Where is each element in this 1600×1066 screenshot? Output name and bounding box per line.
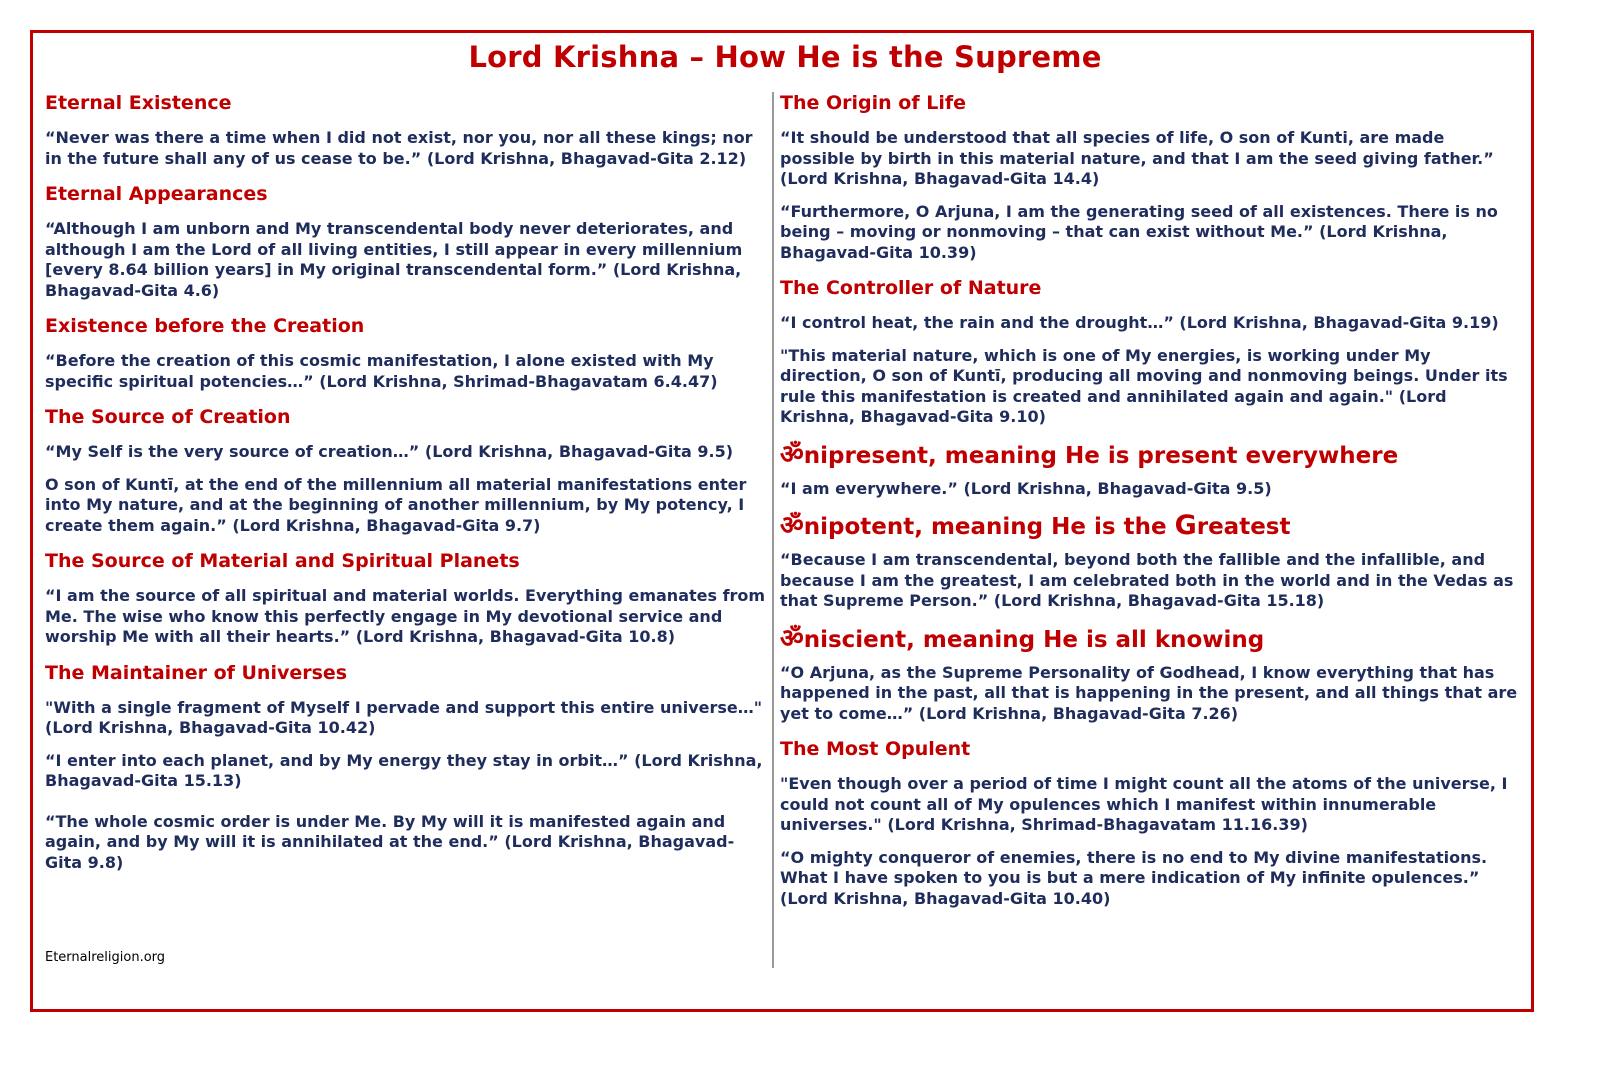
section-heading: The Maintainer of Universes [45,661,348,684]
quote: “It should be understood that all species of life, O son of Kunti, are made possible by birth in this material nature, and that I am the seed giving father.” (Lord Krishna, Bhagavad-Gita 14.4) [780,128,1494,188]
section-heading: The Most Opulent [780,738,971,760]
section-heading: The Controller of Nature [780,277,1042,299]
section-heading: The Source of Creation [45,406,291,428]
heading-text: reatest [1196,514,1291,540]
section-eternal-appearances [45,181,767,301]
section-heading: Eternal Appearances [45,183,268,205]
section-origin-of-life [780,90,1520,263]
quote: "With a single fragment of Myself I pervade and support this entire universe…" (Lord Krishna, Bhagavad-Gita 10.42) [45,697,763,737]
site-credit: Eternalreligion.org [45,950,166,965]
quote: O son of Kuntī, at the end of the millennium all material manifestations enter into My nature, and at the beginning of another millennium, by My potency, I create them again.” (Lord Krishna, Bhagavad-Gita 9.7) [45,474,747,535]
section-heading: Eternal Existence [45,92,232,114]
quote: “I am the source of all spiritual and material worlds. Everything emanates from Me. The wise who know this perfectly engage in My devotional service and worship Me with all their hearts.” (Lord Krishna, Bhagavad-Gita 10.8) [45,586,766,646]
section-heading [780,511,1520,542]
quote: “I am everywhere.” (Lord Krishna, Bhagavad-Gita 9.5) [780,478,1272,498]
quote: “I control heat, the rain and the drought…” (Lord Krishna, Bhagavad-Gita 9.19) [780,313,1499,332]
section-heading: The Source of Material and Spiritual Planets [45,550,520,572]
quote: “My Self is the very source of creation…” (Lord Krishna, Bhagavad-Gita 9.5) [45,442,734,461]
heading-text: niscient, meaning He is all knowing [803,626,1265,653]
section-maintainer-of-universes [45,660,767,874]
quote: “Although I am unborn and My transcendental body never deteriorates, and although I am the Lord of all living entities, I still appear in every millennium [every 8.64 billion years] in My original transcendental form.” (Lord Krishna, Bhagavad-Gita 4.6) [45,219,743,300]
heading-text: nipresent, meaning He is present everywhere [803,442,1399,469]
quote: “Before the creation of this cosmic manifestation, I alone existed with My specific spiritual potencies…” (Lord Krishna, Shrimad-Bhagavatam 6.4.47) [45,351,718,391]
left-column [45,90,767,885]
quote: "Even though over a period of time I might count all the atoms of the universe, I could not count all of My opulences which I manifest within innumerable universes." (Lord Krishna, Shrimad-Bhagavatam 11.16.39) [780,774,1508,834]
quote: "This material nature, which is one of My energies, is working under My direction, O son of Kuntī, producing all moving and nonmoving beings. Under its rule this manifestation is created and annihilated again and again." (Lord Krishna, Bhagavad-Gita 9.10) [780,345,1508,426]
section-most-opulent [780,736,1520,909]
quote: “I enter into each planet, and by My energy they stay in orbit…” (Lord Krishna, Bhagavad-Gita 15.13) [45,750,763,790]
quote: “O mighty conqueror of enemies, there is no end to My divine manifestations. What I have spoken to you is but a mere indication of My infinite opulences.” (Lord Krishna, Bhagavad-Gita 10.40) [780,847,1488,908]
section-eternal-existence [45,90,767,169]
section-existence-before-creation [45,313,767,392]
right-column [780,90,1520,921]
heading-capital: G [1174,510,1197,541]
quote: “Never was there a time when I did not exist, nor you, nor all these kings; nor in the future shall any of us cease to be.” (Lord Krishna, Bhagavad-Gita 2.12) [45,128,753,168]
om-symbol-icon: ॐ [780,623,804,654]
quote: “O Arjuna, as the Supreme Personality of Godhead, I know everything that has happened in the past, all that is happening in the present, and all things that are yet to come…” (Lord Krishna, Bhagavad-Gita 7.26) [780,662,1518,723]
quote: “The whole cosmic order is under Me. By My will it is manifested again and again, and by My will it is annihilated at the end.” (Lord Krishna, Bhagavad-Gita 9.8) [45,811,735,872]
section-source-of-creation [45,404,767,536]
section-controller-of-nature [780,275,1520,428]
column-divider [772,92,774,968]
quote: “Furthermore, O Arjuna, I am the generating seed of all existences. There is no being – moving or nonmoving – that can exist without Me.” (Lord Krishna, Bhagavad-Gita 10.39) [780,201,1498,262]
section-heading [780,440,1520,471]
section-omnipresent [780,440,1520,500]
section-heading [780,624,1520,655]
heading-text: nipotent, meaning He is the [803,514,1175,540]
om-symbol-icon: ॐ [780,439,804,470]
page-title: Lord Krishna – How He is the Supreme [468,40,1102,74]
section-source-of-planets [45,548,767,648]
section-heading: Existence before the Creation [45,315,365,337]
section-heading: The Origin of Life [780,92,966,114]
quote: “Because I am transcendental, beyond both the fallible and the infallible, and because I am the greatest, I am celebrated both in the world and in the Vedas as that Supreme Person.” (Lord Krishna, Bhagavad-Gita 15.18) [780,550,1514,610]
section-omniscient [780,624,1520,725]
section-omnipotent [780,511,1520,612]
om-symbol-icon: ॐ [780,511,804,541]
